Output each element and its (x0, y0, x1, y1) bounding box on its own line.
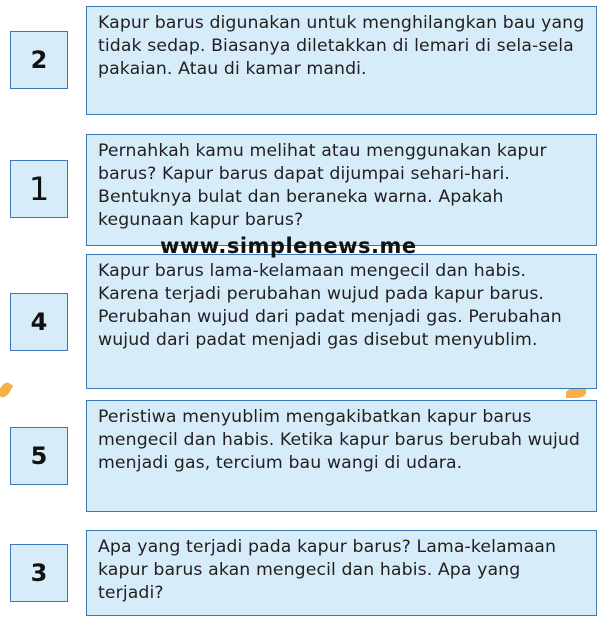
story-card: Kapur barus digunakan untuk menghilangkan bau yang tidak sedap. Biasanya diletakkan di lemari di sela-sela pakaian. Atau di kamar mandi. (86, 6, 597, 115)
story-card: Kapur barus lama-kelamaan mengecil dan habis. Karena terjadi perubahan wujud pada kapur barus. Perubahan wujud dari padat menjadi gas. Perubahan wujud dari padat menjadi gas disebut menyublim. (86, 254, 597, 389)
order-number-box: 3 (10, 544, 68, 602)
order-number-box: 1 (10, 160, 68, 218)
story-card: Apa yang terjadi pada kapur barus? Lama-kelamaan kapur barus akan mengecil dan habis. Apa yang terjadi? (86, 530, 597, 616)
order-number-box: 2 (10, 31, 68, 89)
decoration-leaf (566, 388, 586, 398)
story-card: Peristiwa menyublim mengakibatkan kapur barus mengecil dan habis. Ketika kapur barus berubah wujud menjadi gas, tercium bau wangi di udara. (86, 400, 597, 512)
watermark: www.simplenews.me (160, 234, 417, 258)
story-card: Pernahkah kamu melihat atau menggunakan kapur barus? Kapur barus dapat dijumpai sehari-hari. Bentuknya bulat dan beraneka warna. Apakah kegunaan kapur barus? (86, 134, 597, 246)
order-number-box: 4 (10, 293, 68, 351)
decoration-leaf (0, 381, 13, 400)
order-number-box: 5 (10, 427, 68, 485)
